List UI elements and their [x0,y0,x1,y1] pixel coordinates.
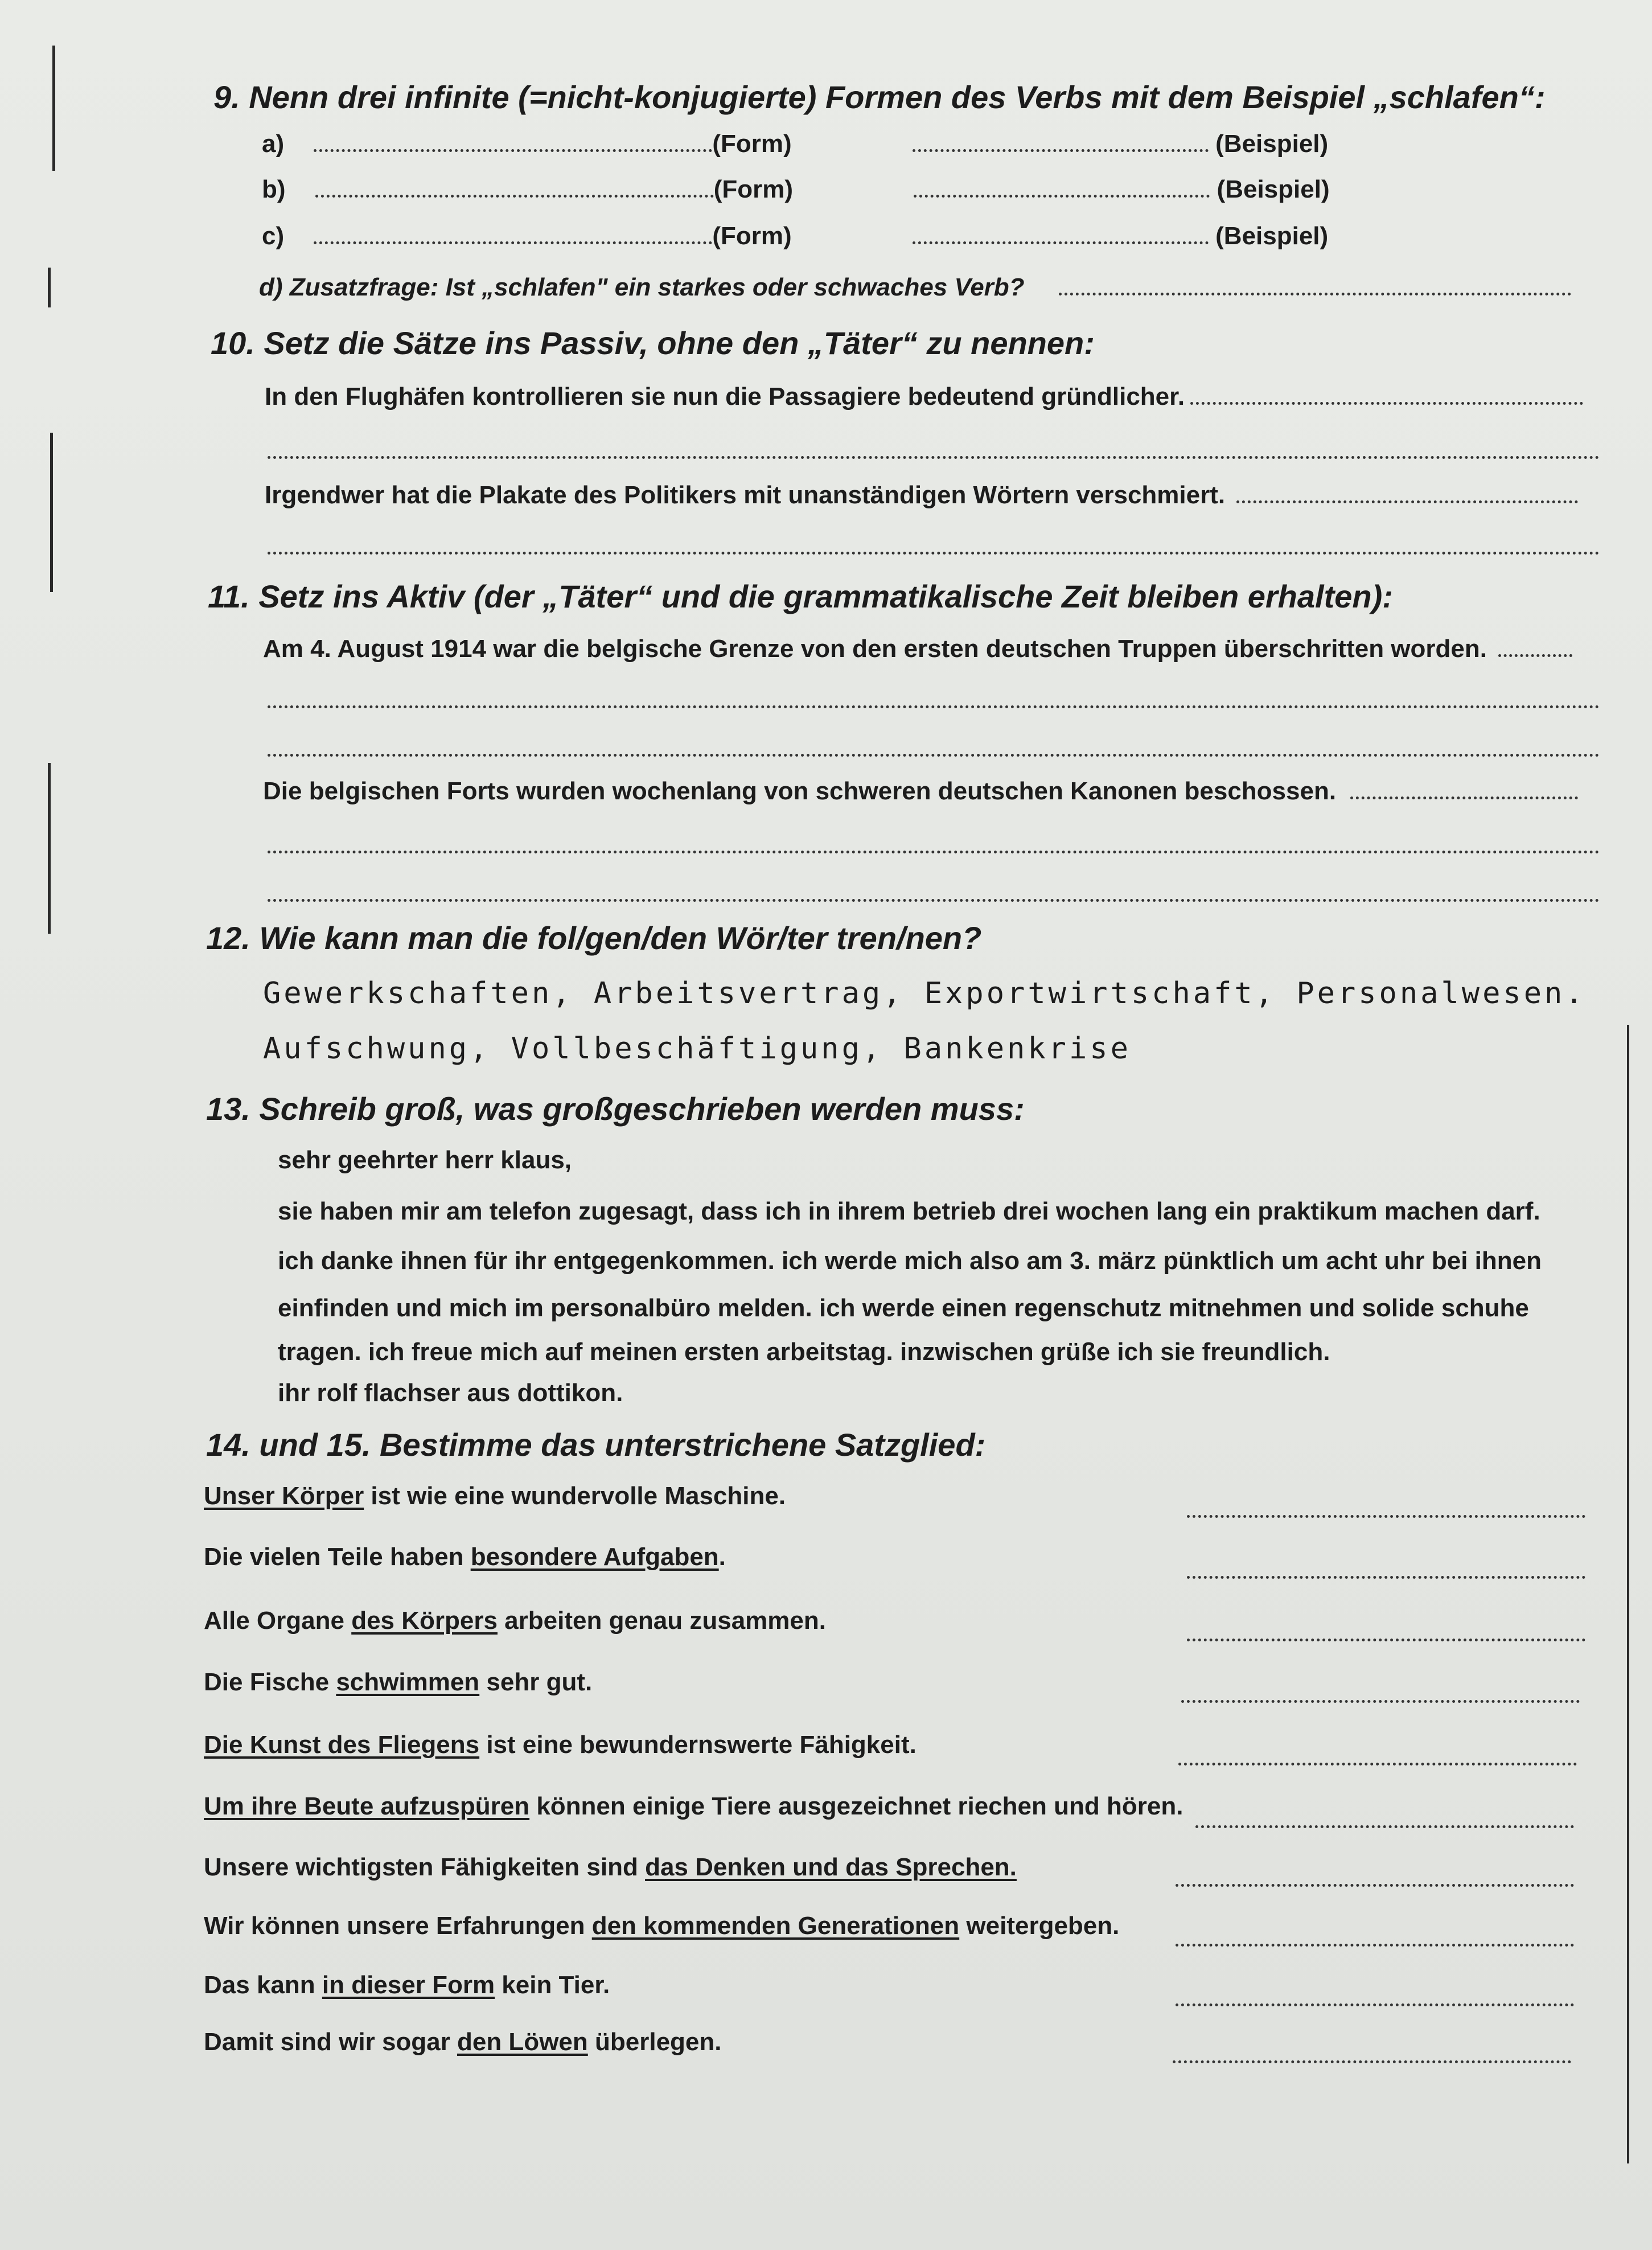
answer-line [1178,1762,1577,1765]
task13-line: ich danke ihnen für ihr entgegenkommen. ich werde mich also am 3. märz pünktlich um acht uhr bei ihnen [278,1247,1542,1275]
task11-heading: 11. Setz ins Aktiv (der „Täter“ und die grammatikalische Zeit bleiben erhalten): [208,578,1393,614]
task9-row-c: c) (Form) (Beispiel) [262,222,1329,250]
task14-sentence: Unsere wichtigsten Fähigkeiten sind das Denken und das Sprechen. [204,1853,1017,1881]
answer-line [268,551,1600,555]
answer-line [1187,1514,1585,1518]
task13-line: ihr rolf flachser aus dottikon. [278,1379,623,1407]
answer-line [1176,1883,1574,1887]
margin-line [52,46,55,171]
task14-sentence: Unser Körper ist wie eine wundervolle Maschine. [204,1482,786,1510]
task14-sentence: Alle Organe des Körpers arbeiten genau zusammen. [204,1607,827,1635]
task13-line: einfinden und mich im personalbüro melden. ich werde einen regenschutz mitnehmen und solide schuhe [278,1294,1529,1322]
margin-line [50,433,53,592]
task14-sentence: Wir können unsere Erfahrungen den kommenden Generationen weitergeben. [204,1912,1120,1940]
answer-line [1195,1825,1574,1828]
task12-heading: 12. Wie kann man die fol/gen/den Wör/ter tren/nen? [206,920,982,956]
answer-line [1187,1638,1585,1641]
margin-line [48,763,51,934]
answer-line [268,455,1600,459]
answer-line [268,753,1600,757]
task14-sentence: Die Fische schwimmen sehr gut. [204,1668,593,1696]
task14-heading: 14. und 15. Bestimme das unterstrichene Satzglied: [206,1427,986,1463]
task13-line: tragen. ich freue mich auf meinen ersten arbeitstag. inzwischen grüße ich sie freundlich. [278,1338,1330,1366]
task10-sentence-1: In den Flughäfen kontrollieren sie nun die Passagiere bedeutend gründlicher. [265,383,1583,411]
task13-line: sehr geehrter herr klaus, [278,1146,572,1174]
margin-line [48,268,51,307]
task10-heading: 10. Setz die Sätze ins Passiv, ohne den „Täter“ zu nennen: [211,325,1095,361]
task9-row-b: b) (Form) (Beispiel) [262,175,1330,203]
answer-line [1173,2060,1571,2063]
task14-sentence: Die Kunst des Fliegens ist eine bewundernswerte Fähigkeit. [204,1731,917,1759]
task13-line: sie haben mir am telefon zugesagt, dass ich in ihrem betrieb drei wochen lang ein praktikum machen darf. [278,1197,1540,1225]
task13-heading: 13. Schreib groß, was großgeschrieben werden muss: [206,1091,1025,1127]
task14-sentence: Um ihre Beute aufzuspüren können einige Tiere ausgezeichnet riechen und hören. [204,1792,1183,1820]
task11-sentence-2: Die belgischen Forts wurden wochenlang von schweren deutschen Kanonen beschossen. [263,777,1578,806]
task14-sentence: Das kann in dieser Form kein Tier. [204,1971,610,1999]
task9-row-a: a) (Form) (Beispiel) [262,130,1329,158]
task10-sentence-2: Irgendwer hat die Plakate des Politikers mit unanständigen Wörtern verschmiert. [265,481,1578,510]
task12-words-2: Aufschwung, Vollbeschäftigung, Bankenkrise [263,1032,1131,1066]
answer-line [1187,1575,1585,1579]
task14-sentence: Die vielen Teile haben besondere Aufgaben. [204,1543,726,1571]
task14-sentence: Damit sind wir sogar den Löwen überlegen. [204,2028,722,2056]
task11-sentence-1: Am 4. August 1914 war die belgische Grenze von den ersten deutschen Truppen überschritten worden. [263,635,1572,663]
answer-line [268,898,1600,902]
answer-line [1176,2003,1574,2006]
task12-words-1: Gewerkschaften, Arbeitsvertrag, Exportwirtschaft, Personalwesen. [263,976,1586,1011]
answer-line [268,705,1600,708]
task9-row-d: d) Zusatzfrage: Ist „schlafen" ein starkes oder schwaches Verb? [259,273,1571,302]
task9-heading: 9. Nenn drei infinite (=nicht-konjugierte) Formen des Verbs mit dem Beispiel „schlafen“: [213,79,1546,115]
answer-line [1181,1699,1580,1703]
answer-line [268,850,1600,853]
page-edge-line [1627,1025,1629,2163]
answer-line [1176,1943,1574,1947]
